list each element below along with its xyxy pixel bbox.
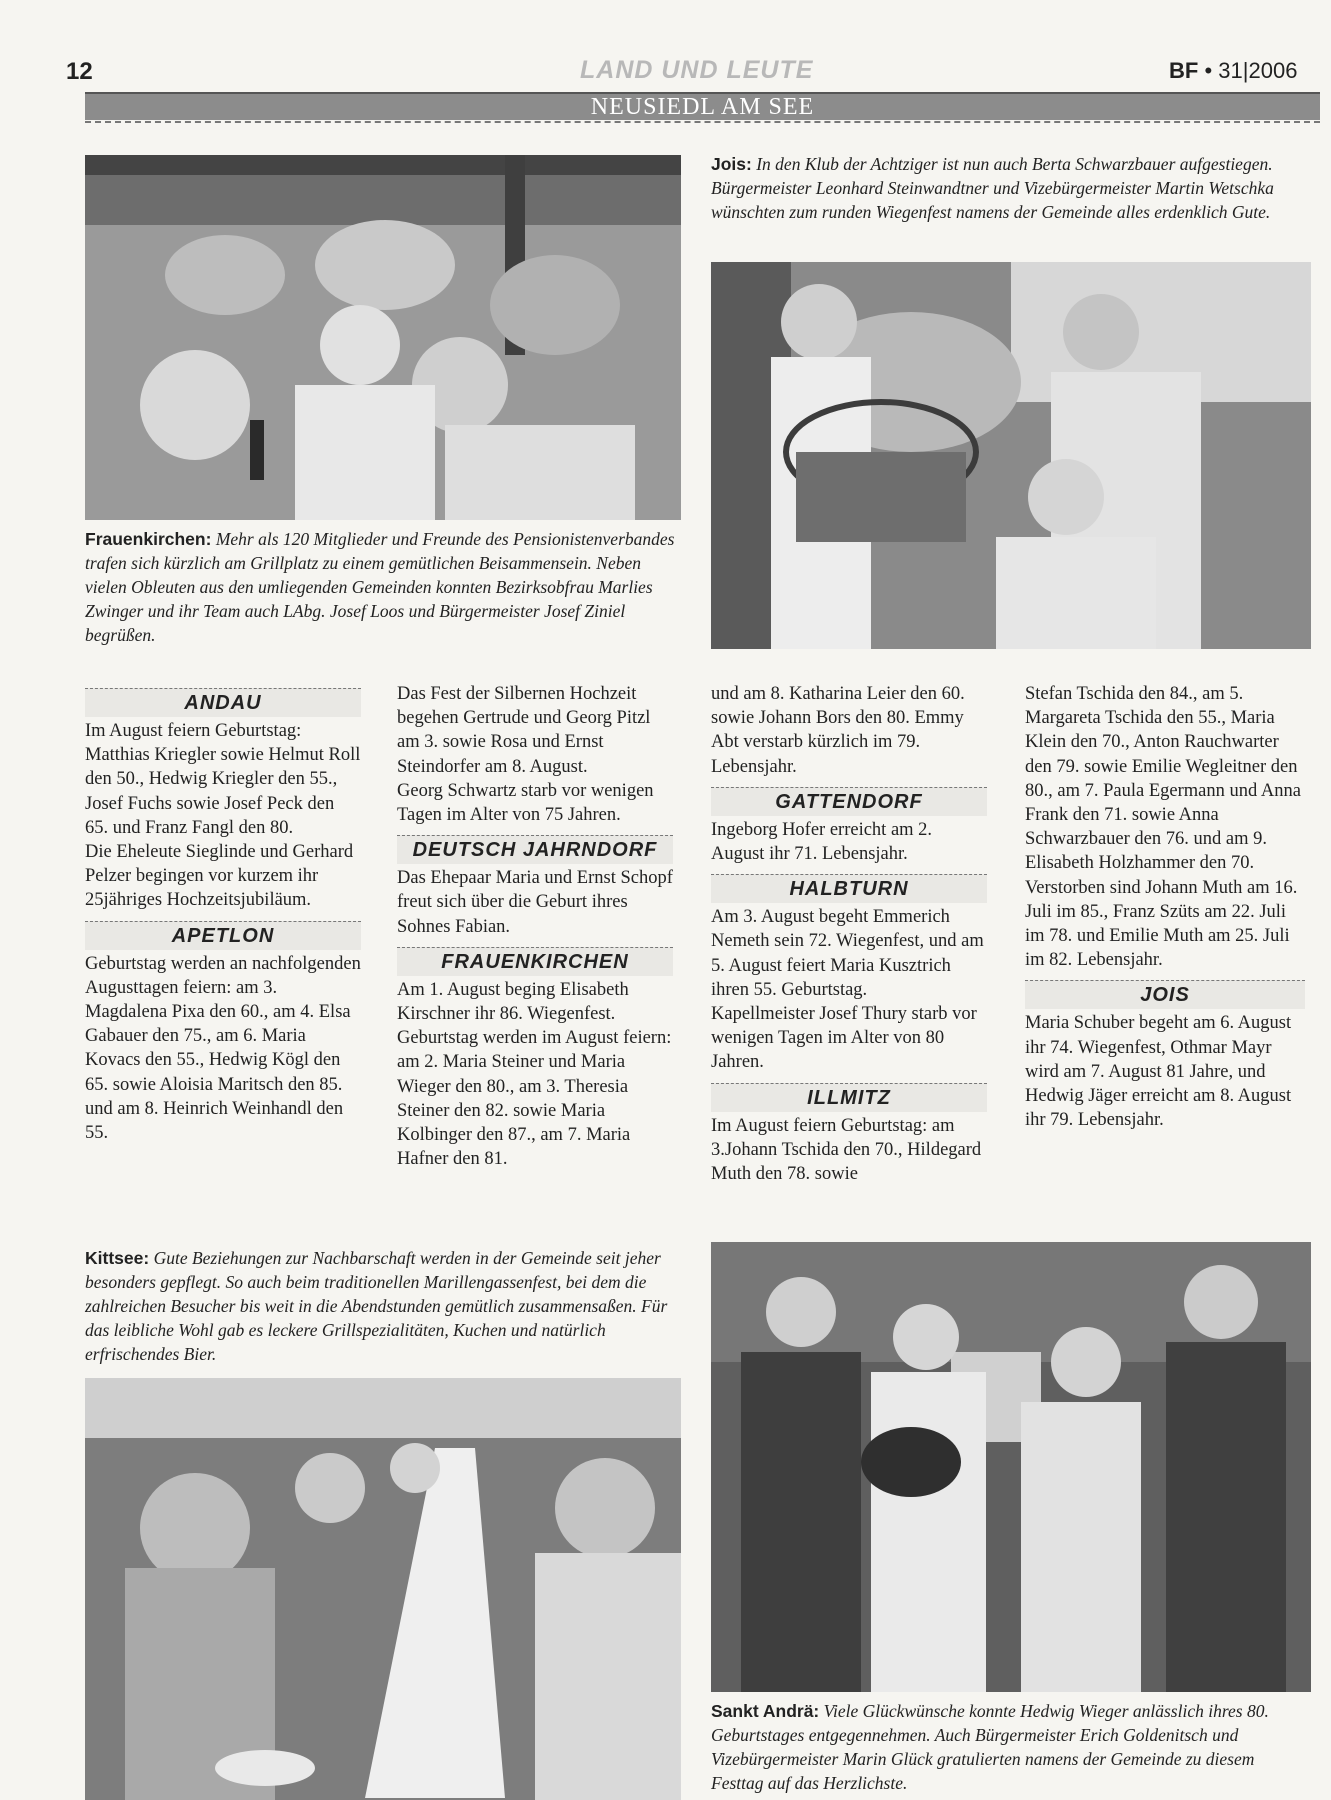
heading-jois: JOIS xyxy=(1025,980,1305,1009)
photo-frauenkirchen-gathering xyxy=(85,155,681,520)
caption-sankt-andrae xyxy=(711,1699,1311,1795)
caption-text-sankt-andrae: Viele Glückwünsche konnte Hedwig Wieger anlässlich ihres 80. Geburtstages entgegennehmen. Auch Bürgermeister Erich Goldenitsch und Vizebürgermeister Marin Glück gratulierten namens der Gemeinde zu diesem Festtag auf das Herzlichste. xyxy=(711,1701,1269,1793)
halbturn-paragraph-2: Kapellmeister Josef Thury starb vor wenigen Tagen im Alter von 80 Jahren. xyxy=(711,1004,977,1073)
heading-andau: ANDAU xyxy=(85,688,361,717)
column-1 xyxy=(85,688,361,1145)
heading-apetlon: APETLON xyxy=(85,921,361,950)
photo-kittsee-image xyxy=(85,1378,681,1800)
photo-sankt-andrae-birthday xyxy=(711,1242,1311,1692)
photo-jois-image xyxy=(711,262,1311,649)
section-title: LAND UND LEUTE xyxy=(580,56,814,84)
halbturn-paragraph-1: Am 3. August begeht Emmerich Nemeth sein 72. Wiegenfest, und am 5. August feiert Maria Kusztrich ihren 55. Geburtstag. xyxy=(711,907,984,1000)
heading-halbturn: HALBTURN xyxy=(711,874,987,903)
jois-paragraph: Maria Schuber begeht am 6. August ihr 74. Wiegenfest, Othmar Mayr wird am 7. August 81 Jahre, und Hedwig Jäger erreicht am 8. August ihr 79. Lebensjahr. xyxy=(1025,1013,1292,1131)
deutsch-jahrndorf-paragraph: Das Ehepaar Maria und Ernst Schopf freut sich über die Geburt ihres Sohnes Fabian. xyxy=(397,868,673,937)
illmitz-paragraph-3: Verstorben sind Johann Muth am 16. Juli im 85., Franz Szüts am 22. Juli im 78. und Emilie Muth am 25. Juli im 82. Lebensjahr. xyxy=(1025,877,1298,971)
heading-gattendorf: GATTENDORF xyxy=(711,787,987,816)
separator-dot: • xyxy=(1204,58,1213,83)
photo-jois-birthday xyxy=(711,262,1311,649)
spacer xyxy=(85,913,361,921)
spacer xyxy=(711,1075,987,1083)
spacer xyxy=(711,866,987,874)
issue-number: 31 xyxy=(1218,58,1243,83)
column-4 xyxy=(1025,682,1305,1132)
caption-place-kittsee: Kittsee: xyxy=(85,1248,150,1268)
caption-jois xyxy=(711,152,1311,224)
photo-sankt-andrae-image xyxy=(711,1242,1311,1692)
spacer xyxy=(711,779,987,787)
region-title: NEUSIEDL AM SEE xyxy=(590,94,815,120)
caption-place-sankt-andrae: Sankt Andrä: xyxy=(711,1701,820,1721)
apetlon-paragraph-2: Das Fest der Silbernen Hochzeit begehen Gertrude und Georg Pitzl am 3. sowie Rosa und Ernst Steindorfer am 8. August. xyxy=(397,684,651,777)
gattendorf-paragraph: Ingeborg Hofer erreicht am 2. August ihr 71. Lebensjahr. xyxy=(711,819,933,865)
heading-frauenkirchen: FRAUENKIRCHEN xyxy=(397,947,673,976)
caption-frauenkirchen xyxy=(85,527,681,647)
issue-info: BF • 31|2006 xyxy=(1169,58,1298,83)
frauenkirchen-paragraph-1: Am 1. August beging Elisabeth Kirschner ihr 86. Wiegenfest. Geburtstag werden im August feiern: am 2. Maria Steiner und Maria Wieger den 80., am 3. Theresia Steiner den 82. sowie Maria Kolbinger den 87., am 7. Maria Hafner den 81. xyxy=(397,979,672,1170)
page-number: 12 xyxy=(66,58,93,85)
column-2 xyxy=(397,682,673,1171)
andau-paragraph-2: Die Eheleute Sieglinde und Gerhard Pelzer begingen vor kurzem ihr 25jähriges Hochzeitsjubiläum. xyxy=(85,842,354,911)
region-band xyxy=(85,94,1320,120)
caption-place-jois: Jois: xyxy=(711,154,752,174)
apetlon-paragraph-3: Georg Schwartz starb vor wenigen Tagen im Alter von 75 Jahren. xyxy=(397,780,654,826)
caption-kittsee xyxy=(85,1246,681,1366)
photo-kittsee-festival xyxy=(85,1378,681,1800)
illmitz-paragraph-2: Stefan Tschida den 84., am 5. Margareta Tschida den 55., Maria Klein den 70., Anton Rauchwarter den 79. sowie Emilie Wegleitner den 80., am 7. Paula Egermann und Anna Frank den 71. sowie Anna Schwarzbauer den 76. und am 9. Elisabeth Holzhammer den 70. xyxy=(1025,684,1301,874)
andau-paragraph-1: Im August feiern Geburtstag: Matthias Kriegler sowie Helmut Roll den 50., Hedwig Kriegler den 55., Josef Fuchs sowie Josef Peck den 65. und Franz Fangl den 80. xyxy=(85,721,361,838)
caption-text-frauenkirchen: Mehr als 120 Mitglieder und Freunde des Pensionistenverbandes trafen sich kürzlich am Grillplatz zu einem gemütlichen Beisammensein. Neben vielen Obleuten aus den umliegenden Gemeinden konnten Bezirksobfrau Marlies Zwinger und ihr Team auch LAbg. Josef Loos und Bürgermeister Josef Ziniel begrüßen. xyxy=(85,529,675,645)
caption-text-jois: In den Klub der Achtziger ist nun auch Berta Schwarzbauer aufgestiegen. Bürgermeister Leonhard Steinwandtner und Vizebürgermeister Martin Wetschka wünschten zum runden Wiegenfest namens der Gemeinde alles erdenklich Gute. xyxy=(711,154,1274,222)
spacer xyxy=(397,827,673,835)
frauenkirchen-paragraph-2: und am 8. Katharina Leier den 60. sowie Johann Bors den 80. Emmy Abt verstarb kürzlich im 79. Lebensjahr. xyxy=(711,684,965,777)
caption-place-frauenkirchen: Frauenkirchen: xyxy=(85,529,212,549)
issue-year: 2006 xyxy=(1248,58,1298,83)
spacer xyxy=(397,939,673,947)
photo-frauenkirchen-image xyxy=(85,155,681,520)
column-3 xyxy=(711,682,987,1186)
caption-text-kittsee: Gute Beziehungen zur Nachbarschaft werden in der Gemeinde seit jeher besonders gepflegt. So auch beim traditionellen Marillengassenfest, bei dem die zahlreichen Besucher bis weit in die Abendstunden gemütlich zusammensaßen. Für das leibliche Wohl gab es leckere Grillspezialitäten, Kuchen und natürlich erfrischendes Bier. xyxy=(85,1248,668,1364)
apetlon-paragraph-1: Geburtstag werden an nachfolgenden Augusttagen feiern: am 3. Magdalena Pixa den 60., am 4. Elsa Gabauer den 75., am 6. Maria Kovacs den 55., Hedwig Kögl den 65. sowie Aloisia Maritsch den 85. und am 8. Heinrich Weinhandl den 55. xyxy=(85,953,361,1144)
heading-deutsch-jahrndorf: DEUTSCH JAHRNDORF xyxy=(397,835,673,864)
header-dashed-rule xyxy=(85,121,1320,123)
heading-illmitz: ILLMITZ xyxy=(711,1083,987,1112)
illmitz-paragraph-1: Im August feiern Geburtstag: am 3.Johann Tschida den 70., Hildegard Muth den 78. sowie xyxy=(711,1115,982,1185)
spacer xyxy=(1025,972,1305,980)
publication-name: BF xyxy=(1169,58,1199,83)
